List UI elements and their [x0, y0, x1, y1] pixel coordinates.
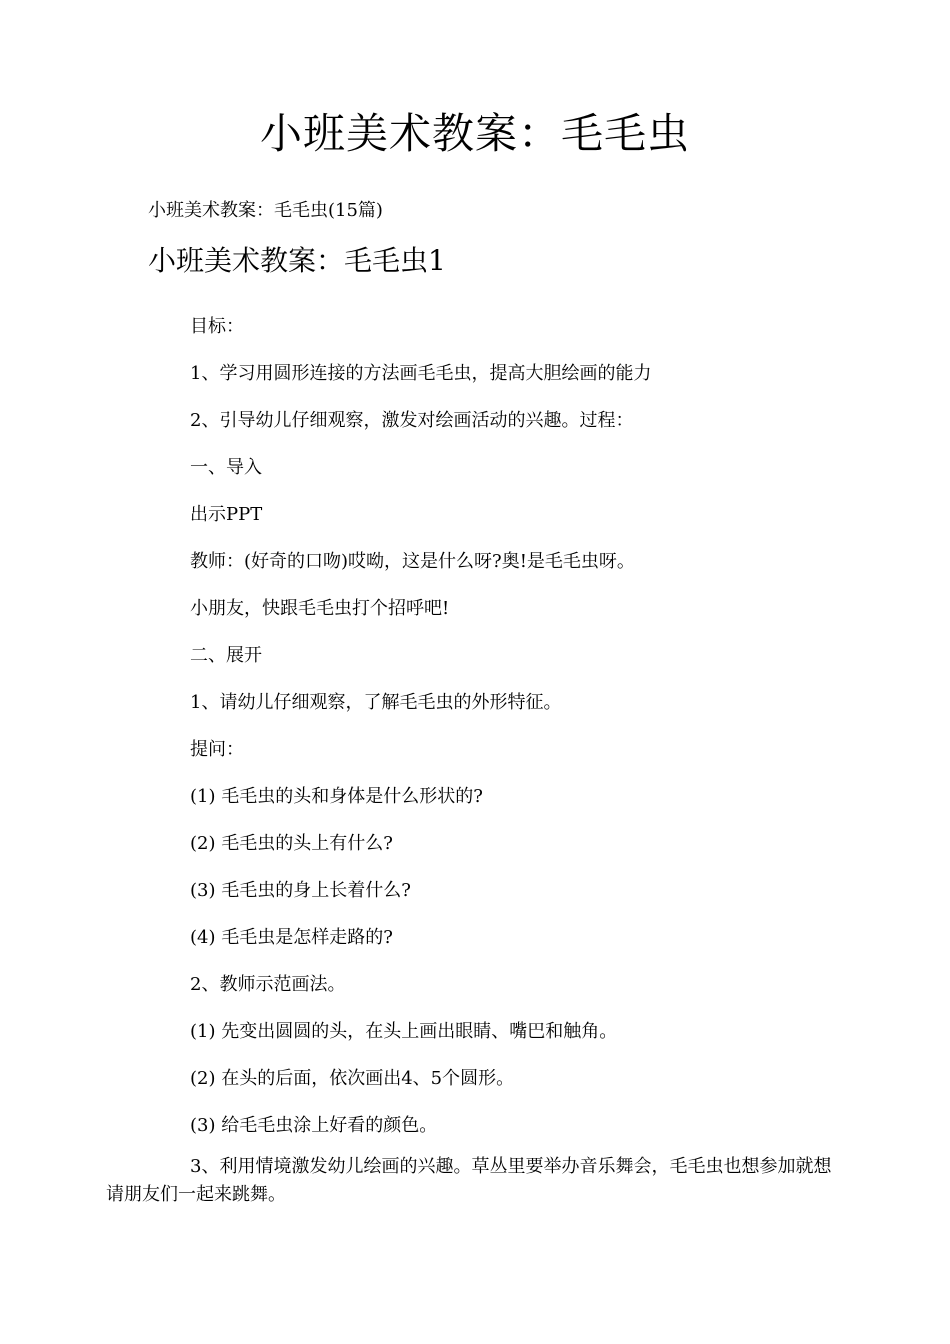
section-heading: 小班美术教案：毛毛虫1	[148, 244, 446, 277]
paragraph: (1) 毛毛虫的头和身体是什么形状的?	[190, 786, 483, 807]
paragraph: (2) 在头的后面，依次画出4、5个圆形。	[190, 1068, 515, 1089]
document-title: 小班美术教案：毛毛虫	[259, 109, 690, 158]
paragraph: 一、导入	[190, 457, 262, 478]
paragraph: (2) 毛毛虫的头上有什么?	[190, 833, 393, 854]
paragraph: (3) 毛毛虫的身上长着什么?	[190, 880, 411, 901]
paragraph: 2、教师示范画法。	[190, 974, 346, 995]
paragraph: 教师：(好奇的口吻)哎呦，这是什么呀?奥!是毛毛虫呀。	[190, 551, 635, 572]
document-subtitle: 小班美术教案：毛毛虫(15篇)	[148, 200, 383, 221]
paragraph: 小朋友，快跟毛毛虫打个招呼吧!	[190, 598, 450, 619]
paragraph: 1、学习用圆形连接的方法画毛毛虫，提高大胆绘画的能力	[190, 363, 652, 384]
paragraph: 出示PPT	[190, 504, 263, 525]
paragraph: (4) 毛毛虫是怎样走路的?	[190, 927, 393, 948]
paragraph: 二、展开	[190, 645, 262, 666]
paragraph: 1、请幼儿仔细观察，了解毛毛虫的外形特征。	[190, 692, 562, 713]
paragraph: 提问：	[190, 739, 244, 760]
paragraph: (1) 先变出圆圆的头，在头上画出眼睛、嘴巴和触角。	[190, 1021, 618, 1042]
paragraph: 2、引导幼儿仔细观察，激发对绘画活动的兴趣。过程：	[190, 410, 634, 431]
paragraph: (3) 给毛毛虫涂上好看的颜色。	[190, 1115, 438, 1136]
paragraph-multiline: 3、利用情境激发幼儿绘画的兴趣。草丛里要举办音乐舞会，毛毛虫也想参加就想请朋友们一起来跳舞。	[106, 1156, 832, 1205]
paragraph: 目标：	[190, 316, 244, 337]
